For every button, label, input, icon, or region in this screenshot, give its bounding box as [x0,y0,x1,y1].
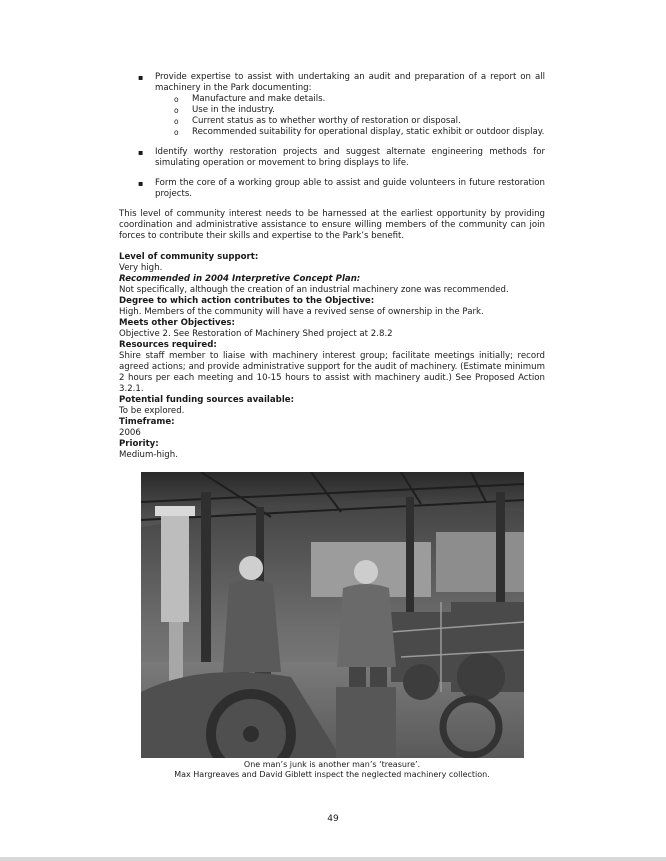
list-item [119,147,545,169]
body-paragraph: This level of community interest needs to be harnessed at the earliest opportunity by providing coordination and administrative assistance to ensure willing members of the community can join forces to contribute their skills and expertise to the Park’s benefit. [119,209,545,241]
community-support-label: Level of community support: [119,252,259,262]
page-bottom-edge [0,857,666,861]
funding-value: To be explored. [119,406,185,416]
degree-label: Degree to which action contributes to the Objective: [119,296,375,306]
recommended-label: Recommended in 2004 Interpretive Concept Plan: [119,274,361,284]
page-number: 49 [327,814,339,824]
sub-list-item: o Use in the industry. [155,105,545,116]
list-item [119,72,545,138]
sub-list-item: o Manufacture and make details. [155,94,545,105]
photo-caption-line1: One man’s junk is another man’s ‘treasure’. [243,760,421,769]
other-objectives-value: Objective 2. See Restoration of Machinery Shed project at 2.8.2 [119,329,393,339]
priority-value: Medium-high. [119,450,178,460]
machinery-shed-photo [141,472,524,758]
bullet-text: Provide expertise to assist with undertaking an audit and preparation of a report on all machinery in the Park documenting: [155,72,545,93]
funding-label: Potential funding sources available: [119,395,295,405]
recommended-value: Not specifically, although the creation of an industrial machinery zone was recommended. [119,285,509,295]
sub-list [155,94,545,138]
photo-caption-line2: Max Hargreaves and David Giblett inspect the neglected machinery collection. [174,770,490,779]
resources-value: Shire staff member to liaise with machinery interest group; facilitate meetings initially; record agreed actions; and provide administrative support for the audit of machinery. (Estimate minimum 2 hours per each meeting and 10-15 hours to assist with machinery audit.) See Proposed Action 3.2.1. [119,351,545,394]
action-list [119,72,545,200]
community-support-value: Very high. [119,263,163,273]
timeframe-value: 2006 [119,428,141,438]
bullet-text: Form the core of a working group able to assist and guide volunteers in future restoration projects. [155,178,545,199]
other-objectives-label: Meets other Objectives: [119,318,235,328]
bullet-text: Identify worthy restoration projects and suggest alternate engineering methods for simulating operation or movement to bring displays to life. [155,147,545,168]
degree-value: High. Members of the community will have a revived sense of ownership in the Park. [119,307,484,317]
timeframe-label: Timeframe: [119,417,175,427]
sub-list-item: o Recommended suitability for operational display, static exhibit or outdoor display. [155,127,545,138]
action-details [119,252,545,461]
resources-label: Resources required: [119,340,217,350]
page-content [119,72,545,461]
sub-list-item: o Current status as to whether worthy of restoration or disposal. [155,116,545,127]
priority-label: Priority: [119,439,159,449]
list-item [119,178,545,200]
